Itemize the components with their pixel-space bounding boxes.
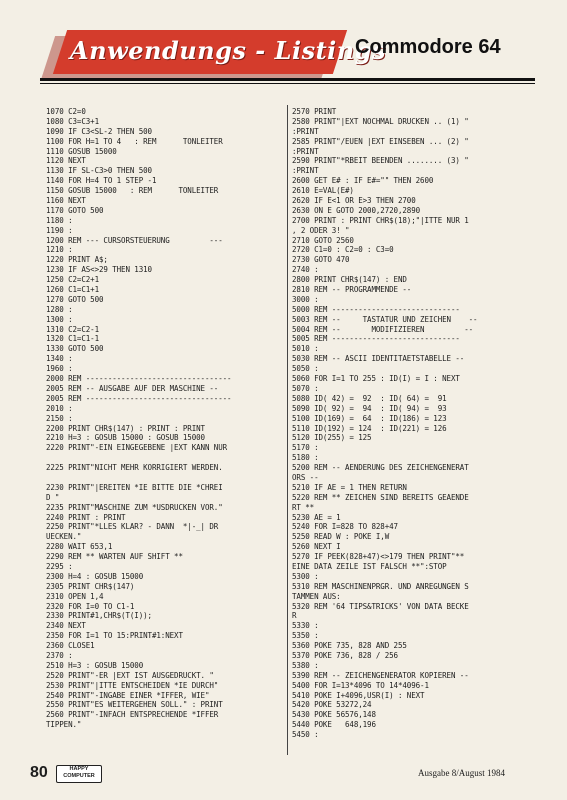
code-line: 5420 POKE 53272,24	[292, 700, 372, 710]
code-line: 5010 :	[292, 344, 319, 354]
code-line: EINE DATA ZEILE IST FALSCH **":STOP	[292, 561, 447, 571]
code-line: 2370 :	[46, 650, 73, 660]
code-line: 2010 :	[46, 403, 73, 413]
code-line: 5270 IF PEEK(828+47)<>179 THEN PRINT"**	[292, 552, 465, 562]
code-line: 5440 POKE 648,196	[292, 720, 376, 730]
header-rule-thin	[40, 83, 535, 84]
code-line: 1080 C3=C3+1	[46, 116, 99, 126]
code-line: 1210 :	[46, 245, 73, 255]
code-line: 1250 C2=C2+1	[46, 275, 99, 285]
code-line: 5120 ID(255) = 125	[292, 433, 372, 443]
code-line: 5300 :	[292, 571, 319, 581]
code-line: 2585 PRINT"/EUEN |EXT EINSEBEN ... (2) "	[292, 136, 469, 146]
code-line: 5250 READ W : POKE I,W	[292, 532, 390, 542]
header-rule	[40, 78, 535, 81]
issue-info: Ausgabe 8/August 1984	[418, 768, 505, 778]
code-line: 1070 C2=0	[46, 107, 86, 116]
code-line: :PRINT	[292, 126, 319, 136]
code-line: D "	[46, 492, 60, 502]
code-line: 1160 NEXT	[46, 196, 86, 206]
code-line: 1130 IF SL-C3>0 THEN 500	[46, 166, 152, 176]
code-line: 5360 POKE 735, 828 AND 255	[292, 641, 407, 651]
code-line: 2710 GOTO 2560	[292, 235, 354, 245]
code-line: 2350 FOR I=1 TO 15:PRINT#1:NEXT	[46, 631, 183, 641]
code-line: 1140 FOR H=4 TO 1 STEP -1	[46, 176, 157, 186]
code-line: 5330 :	[292, 621, 319, 631]
code-line: 2280 WAIT 653,1	[46, 542, 113, 552]
code-line: 1270 GOTO 500	[46, 294, 104, 304]
code-line: 5180 :	[292, 453, 319, 463]
code-line: , 2 ODER 3! "	[292, 225, 350, 235]
code-line: 1260 C1=C1+1	[46, 285, 99, 295]
code-line: 5410 POKE I+4096,USR(I) : NEXT	[292, 690, 425, 700]
code-line: 2560 PRINT"-INFACH ENTSPRECHENDE *IFFER	[46, 710, 219, 720]
code-line: 2800 PRINT CHR$(147) : END	[292, 275, 407, 285]
code-line: 2610 E=VAL(E#)	[292, 186, 354, 196]
code-line: 2230 PRINT"|EREITEN *IE BITTE DIE *CHREI	[46, 482, 223, 492]
code-line: 1310 C2=C2-1	[46, 324, 99, 334]
section-title: Anwendungs - Listings	[70, 36, 387, 65]
code-line: 5100 ID(169) = 64 : ID(186) = 123	[292, 413, 447, 423]
code-line: 2570 PRINT	[292, 107, 337, 116]
code-line: 1300 :	[46, 314, 73, 324]
code-line: 2250 PRINT"*LLES KLAR? - DANN *|-_| DR	[46, 522, 219, 532]
code-line: 2510 H=3 : GOSUB 15000	[46, 660, 144, 670]
page-number: 80	[30, 764, 48, 781]
code-line: TAMMEN AUS:	[292, 591, 341, 601]
code-line: 2290 REM ** WARTEN AUF SHIFT **	[46, 552, 183, 562]
code-line: 5000 REM -----------------------------	[292, 304, 460, 314]
code-line: 2550 PRINT"ES WEITERGEHEN SOLL." : PRINT	[46, 700, 223, 710]
code-line: 5005 REM -----------------------------	[292, 334, 460, 344]
code-line: 5090 ID( 92) = 94 : ID( 94) = 93	[292, 403, 447, 413]
code-line: 5220 REM ** ZEICHEN SIND BEREITS GEAENDE	[292, 492, 469, 502]
code-line: 2300 H=4 : GOSUB 15000	[46, 571, 144, 581]
code-line: 1090 IF C3<SL-2 THEN 500	[46, 126, 152, 136]
code-line: :PRINT	[292, 146, 319, 156]
code-line: 5230 AE = 1	[292, 512, 341, 522]
code-line: 1150 GOSUB 15000 : REM TONLEITER	[46, 186, 219, 196]
code-line: 2150 :	[46, 413, 73, 423]
code-line: 2005 REM ---------------------------------	[46, 393, 232, 403]
code-line: 1330 GOTO 500	[46, 344, 104, 354]
code-line: 5380 :	[292, 660, 319, 670]
code-line: 1280 :	[46, 304, 73, 314]
code-line: 2220 PRINT"-EIN EINGEGEBENE |EXT KANN NUR	[46, 443, 228, 453]
code-line: 2720 C1=0 : C2=0 : C3=0	[292, 245, 394, 255]
code-line: 1190 :	[46, 225, 73, 235]
code-line: 2000 REM ---------------------------------	[46, 374, 232, 384]
code-line: 5320 REM '64 TIPS&TRICKS' VON DATA BECKE	[292, 601, 469, 611]
code-line: TIPPEN."	[46, 720, 82, 730]
code-line: 5240 FOR I=828 TO 828+47	[292, 522, 398, 532]
code-line: 2620 IF E<1 OR E>3 THEN 2700	[292, 196, 416, 206]
code-line: 1110 GOSUB 15000	[46, 146, 117, 156]
code-line: 2530 PRINT"|ITTE ENTSCHEIDEN *IE DURCH"	[46, 680, 219, 690]
code-line: 1170 GOTO 500	[46, 205, 104, 215]
code-line: 5310 REM MASCHINENPRGR. UND ANREGUNGEN S	[292, 581, 469, 591]
code-line: 5050 :	[292, 364, 319, 374]
code-line: 5030 REM -- ASCII IDENTITAETSTABELLE --	[292, 354, 465, 364]
code-line: 2225 PRINT"NICHT MEHR KORRIGIERT WERDEN.	[46, 463, 223, 473]
code-line: 5200 REM -- AENDERUNG DES ZEICHENGENERAT	[292, 463, 469, 473]
code-line	[46, 473, 284, 483]
code-line: 1320 C1=C1-1	[46, 334, 99, 344]
code-line: ORS --	[292, 472, 319, 482]
code-line: 1120 NEXT	[46, 156, 86, 166]
code-line: 1340 :	[46, 354, 73, 364]
code-line: 2305 PRINT CHR$(147)	[46, 581, 135, 591]
listing-right-column	[292, 107, 538, 740]
code-line: 2600 GET E# : IF E#="" THEN 2600	[292, 176, 434, 186]
code-line: 2590 PRINT"*RBEIT BEENDEN ........ (3) "	[292, 156, 469, 166]
code-line: 5080 ID( 42) = 92 : ID( 64) = 91	[292, 393, 447, 403]
code-line: 2520 PRINT"-ER |EXT IST AUSGEDRUCKT. "	[46, 670, 214, 680]
code-line: 5370 POKE 736, 828 / 256	[292, 650, 398, 660]
code-line: 2295 :	[46, 561, 73, 571]
code-line: 3000 :	[292, 294, 319, 304]
column-divider	[287, 105, 288, 755]
code-line: 5350 :	[292, 631, 319, 641]
code-line: 2210 H=3 : GOSUB 15000 : GOSUB 15000	[46, 433, 205, 443]
code-line: 1220 PRINT A$;	[46, 255, 108, 265]
code-line: :PRINT	[292, 166, 319, 176]
code-line: 5430 POKE 56576,148	[292, 710, 376, 720]
code-line: 2580 PRINT"|EXT NOCHMAL DRUCKEN .. (1) "	[292, 116, 469, 126]
code-line: 2540 PRINT"-INGABE EINER *IFFER, WIE"	[46, 690, 210, 700]
platform-title: Commodore 64	[355, 36, 501, 58]
code-line: 2810 REM -- PROGRAMMENDE --	[292, 285, 412, 295]
code-line: 2320 FOR I=0 TO C1-1	[46, 601, 135, 611]
code-line: 2005 REM -- AUSGABE AUF DER MASCHINE --	[46, 383, 219, 393]
code-line: 2240 PRINT : PRINT	[46, 512, 126, 522]
code-line: 5390 REM -- ZEICHENGENERATOR KOPIEREN --	[292, 670, 469, 680]
code-line: 5110 ID(192) = 124 : ID(221) = 126	[292, 423, 447, 433]
code-line: 2310 OPEN 1,4	[46, 591, 104, 601]
publisher-logo: HAPPY COMPUTER	[56, 765, 102, 783]
code-line: 1200 REM --- CURSORSTEUERUNG ---	[46, 235, 223, 245]
code-line: 2340 NEXT	[46, 621, 86, 631]
code-line: 1100 FOR H=1 TO 4 : REM TONLEITER	[46, 136, 223, 146]
code-line: 5400 FOR I=13*4096 TO 14*4096-1	[292, 680, 429, 690]
listing-left-column	[46, 107, 284, 730]
code-line: 5170 :	[292, 443, 319, 453]
code-line: 2200 PRINT CHR$(147) : PRINT : PRINT	[46, 423, 205, 433]
code-line: 5210 IF AE = 1 THEN RETURN	[292, 482, 407, 492]
code-line: 2700 PRINT : PRINT CHR$(18);"|ITTE NUR 1	[292, 215, 469, 225]
code-line: 5070 :	[292, 383, 319, 393]
code-line	[46, 453, 284, 463]
code-line: 1230 IF AS<>29 THEN 1310	[46, 265, 152, 275]
code-line: 5003 REM -- TASTATUR UND ZEICHEN --	[292, 314, 478, 324]
code-line: RT **	[292, 502, 315, 512]
code-line: 5260 NEXT I	[292, 542, 341, 552]
code-line: 2360 CLOSE1	[46, 641, 95, 651]
code-line: 1960 :	[46, 364, 73, 374]
code-line: 2730 GOTO 470	[292, 255, 350, 265]
code-line: 5004 REM -- MODIFIZIEREN --	[292, 324, 474, 334]
code-line: 5060 FOR I=1 TO 255 : ID(I) = I : NEXT	[292, 374, 460, 384]
code-line: UECKEN."	[46, 532, 82, 542]
code-line: 2740 :	[292, 265, 319, 275]
code-line: 5450 :	[292, 730, 319, 740]
code-line: R	[292, 611, 297, 621]
code-line: 2330 PRINT#1,CHR$(T(I));	[46, 611, 152, 621]
code-line: 2235 PRINT"MASCHINE ZUM *USDRUCKEN VOR."	[46, 502, 223, 512]
code-line: 2630 ON E GOTO 2000,2720,2890	[292, 205, 421, 215]
code-line: 1180 :	[46, 215, 73, 225]
